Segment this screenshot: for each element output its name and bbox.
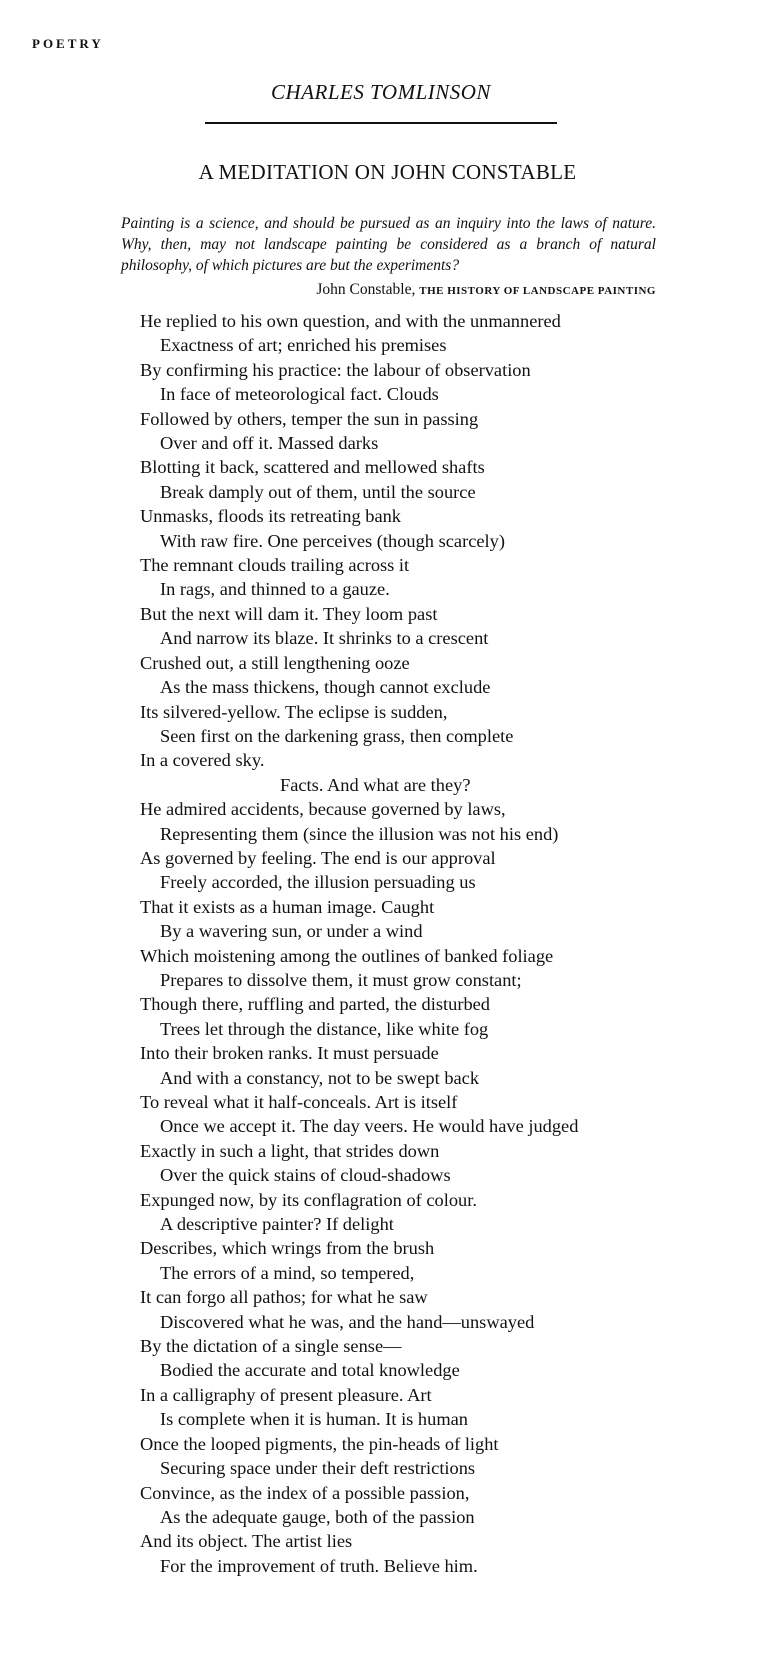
poem-line: A descriptive painter? If delight	[160, 1214, 394, 1235]
poem-line: As governed by feeling. The end is our approval	[140, 847, 496, 868]
attribution-source: THE HISTORY OF LANDSCAPE PAINTING	[419, 285, 656, 297]
epigraph-attribution	[121, 281, 656, 299]
poem-line: Is complete when it is human. It is human	[160, 1409, 468, 1430]
poem-line: With raw fire. One perceives (though scarcely)	[160, 530, 505, 551]
author-name: CHARLES TOMLINSON	[271, 80, 491, 104]
poem-line: Which moistening among the outlines of banked foliage	[140, 945, 554, 966]
poem-line: Prepares to dissolve them, it must grow constant;	[160, 969, 522, 990]
poem-body	[140, 309, 700, 1578]
poem-line: Facts. And what are they?	[280, 774, 471, 795]
epigraph-line: Why, then, may not landscape painting be considered as a branch of natural	[121, 236, 656, 253]
poem-line: Bodied the accurate and total knowledge	[160, 1360, 460, 1381]
poem-line: Exactness of art; enriched his premises	[160, 335, 447, 356]
poem-line: Exactly in such a light, that strides down	[140, 1140, 440, 1161]
poem-line: Securing space under their deft restrictions	[160, 1458, 476, 1479]
poem-line: In face of meteorological fact. Clouds	[160, 384, 439, 405]
poem-line: Over and off it. Massed darks	[160, 433, 379, 454]
poem-line: Unmasks, floods its retreating bank	[140, 506, 401, 527]
poem-title: A MEDITATION ON JOHN CONSTABLE	[198, 160, 577, 184]
poem-line: Crushed out, a still lengthening ooze	[140, 652, 410, 673]
poem-line: The remnant clouds trailing across it	[140, 555, 410, 576]
poem-line: But the next will dam it. They loom past	[140, 603, 438, 624]
poem-line: Its silvered-yellow. The eclipse is sudden,	[140, 701, 448, 722]
poem-line: Trees let through the distance, like white fog	[160, 1018, 489, 1039]
poem-line: In a covered sky.	[140, 750, 265, 771]
poem-line: It can forgo all pathos; for what he saw	[140, 1287, 428, 1308]
poem-line: Though there, ruffling and parted, the disturbed	[140, 994, 491, 1015]
poem-line: For the improvement of truth. Believe him.	[160, 1555, 478, 1576]
poem-line: Freely accorded, the illusion persuading us	[160, 872, 476, 893]
poem-line: Into their broken ranks. It must persuade	[140, 1043, 439, 1064]
poem-line: Followed by others, temper the sun in passing	[140, 408, 479, 429]
epigraph-line: philosophy, of which pictures are but the experiments?	[121, 257, 460, 274]
poem-line: Expunged now, by its conflagration of colour.	[140, 1189, 477, 1210]
poem-line: Once we accept it. The day veers. He would have judged	[160, 1116, 579, 1137]
section-label: POETRY	[32, 36, 104, 51]
poem-line: Blotting it back, scattered and mellowed shafts	[140, 457, 485, 478]
poem-line: In a calligraphy of present pleasure. Art	[140, 1384, 432, 1405]
epigraph	[121, 213, 656, 276]
poem-line: Once the looped pigments, the pin-heads of light	[140, 1433, 499, 1454]
poem-line: Describes, which wrings from the brush	[140, 1238, 435, 1259]
poem-line: Representing them (since the illusion was not his end)	[160, 823, 559, 844]
attribution-name: John Constable,	[316, 281, 416, 298]
poem-line: And narrow its blaze. It shrinks to a crescent	[160, 628, 489, 649]
poem-line: Convince, as the index of a possible passion,	[140, 1482, 470, 1503]
poem-line: By the dictation of a single sense—	[140, 1336, 402, 1357]
title-rule	[205, 122, 557, 124]
poem-line: Discovered what he was, and the hand—unswayed	[160, 1311, 535, 1332]
poem-line: As the mass thickens, though cannot exclude	[160, 677, 491, 698]
poem-line: The errors of a mind, so tempered,	[160, 1262, 415, 1283]
poem-line: He replied to his own question, and with the unmannered	[140, 311, 561, 331]
poem-line: He admired accidents, because governed by laws,	[140, 799, 506, 820]
poem-line: And its object. The artist lies	[140, 1531, 353, 1552]
poem-line: As the adequate gauge, both of the passion	[160, 1506, 475, 1527]
poem-line: Break damply out of them, until the source	[160, 481, 476, 502]
poem-line: Over the quick stains of cloud-shadows	[160, 1165, 451, 1186]
poem-line: Seen first on the darkening grass, then complete	[160, 725, 514, 746]
poem-line: And with a constancy, not to be swept back	[160, 1067, 480, 1088]
epigraph-line: Painting is a science, and should be pursued as an inquiry into the laws of nature.	[121, 215, 656, 232]
poem-line: In rags, and thinned to a gauze.	[160, 579, 390, 600]
poem-line: By a wavering sun, or under a wind	[160, 921, 423, 942]
poem-line: By confirming his practice: the labour of observation	[140, 359, 531, 380]
poem-line: That it exists as a human image. Caught	[140, 896, 435, 917]
poem-line: To reveal what it half-conceals. Art is itself	[140, 1092, 458, 1112]
